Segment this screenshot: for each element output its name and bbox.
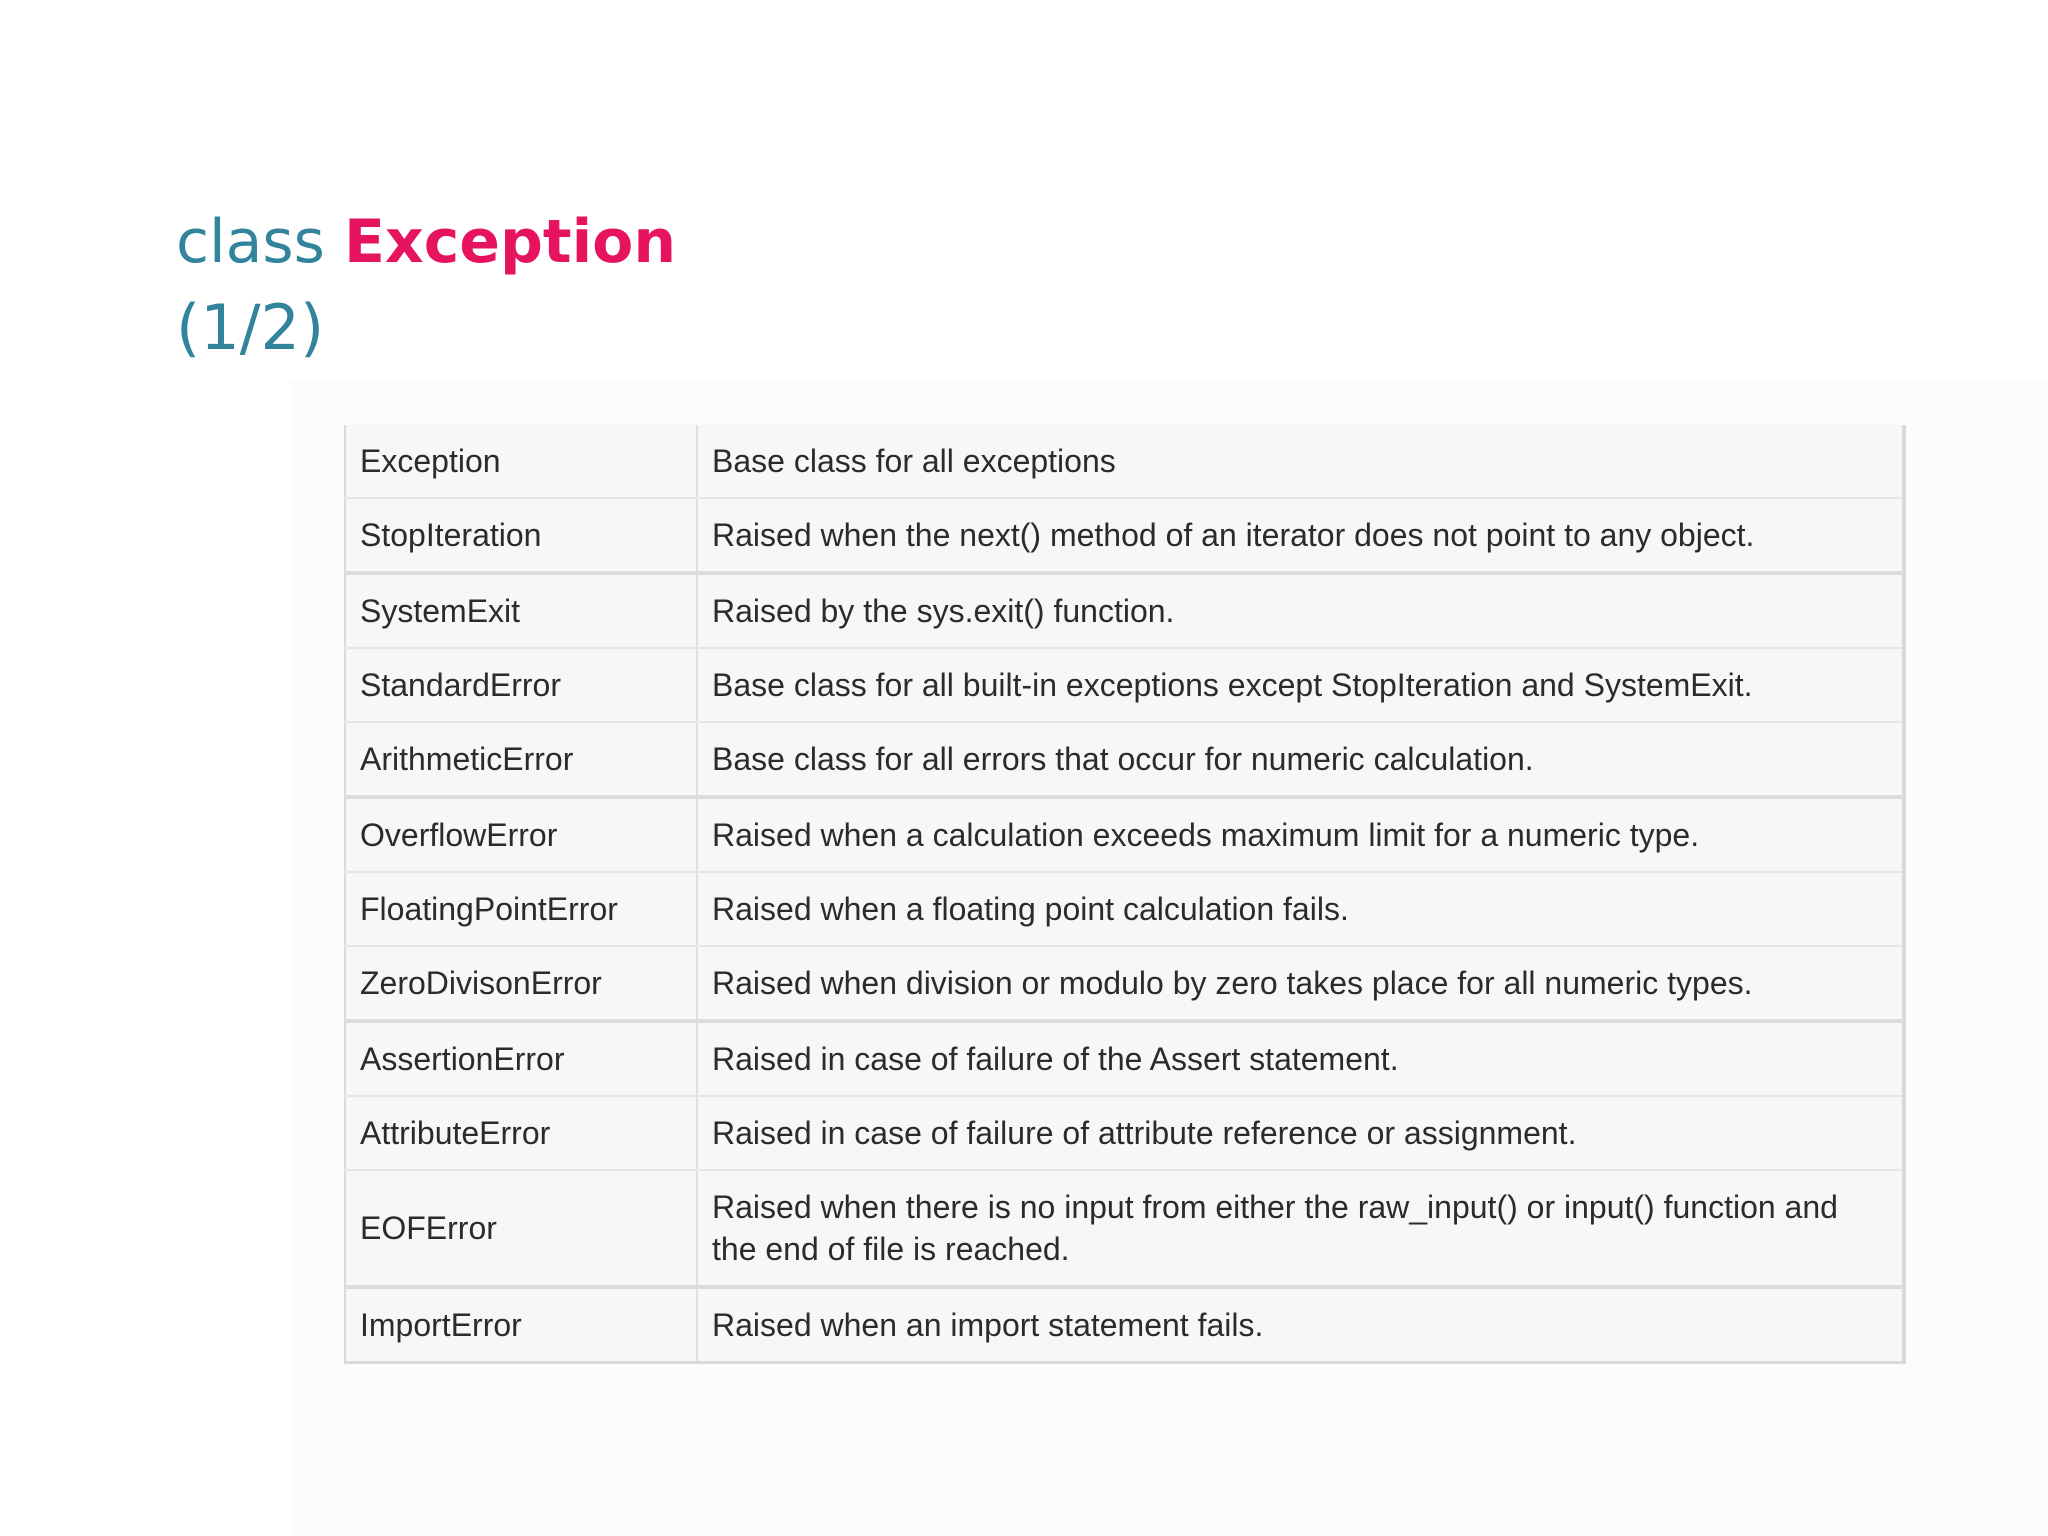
exception-name-cell: StandardError: [345, 648, 697, 722]
exception-name-cell: AttributeError: [345, 1096, 697, 1170]
exception-description-cell: Raised in case of failure of attribute reference or assignment.: [697, 1096, 1904, 1170]
exception-name-cell: SystemExit: [345, 573, 697, 648]
table-row: [345, 946, 1904, 1021]
table-row: [345, 1096, 1904, 1170]
exception-name-cell: AssertionError: [345, 1021, 697, 1096]
table-row: [345, 1170, 1904, 1287]
table-row: [345, 573, 1904, 648]
title-class-name: Exception: [344, 207, 677, 277]
exception-name-cell: ZeroDivisonError: [345, 946, 697, 1021]
exception-name-cell: Exception: [345, 425, 697, 498]
table-row: [345, 1287, 1904, 1363]
exception-description-cell: Raised when a calculation exceeds maximum limit for a numeric type.: [697, 797, 1904, 872]
table-row: [345, 498, 1904, 573]
exception-name-cell: EOFError: [345, 1170, 697, 1287]
exception-description-cell: Base class for all exceptions: [697, 425, 1904, 498]
exception-name-cell: ArithmeticError: [345, 722, 697, 797]
exception-name-cell: FloatingPointError: [345, 872, 697, 946]
table-row: [345, 648, 1904, 722]
exception-name-cell: StopIteration: [345, 498, 697, 573]
exception-description-cell: Raised when division or modulo by zero takes place for all numeric types.: [697, 946, 1904, 1021]
table-row: [345, 1021, 1904, 1096]
exception-description-cell: Raised when there is no input from either the raw_input() or input() function and the end of file is reached.: [697, 1170, 1904, 1287]
exception-description-cell: Raised in case of failure of the Assert statement.: [697, 1021, 1904, 1096]
table-row: [345, 722, 1904, 797]
table-row: [345, 872, 1904, 946]
slide-title: [176, 200, 676, 370]
exception-description-cell: Raised when an import statement fails.: [697, 1287, 1904, 1363]
exception-name-cell: ImportError: [345, 1287, 697, 1363]
exception-description-cell: Base class for all built-in exceptions except StopIteration and SystemExit.: [697, 648, 1904, 722]
table-row: [345, 797, 1904, 872]
exception-description-cell: Raised when a floating point calculation fails.: [697, 872, 1904, 946]
exception-name-cell: OverflowError: [345, 797, 697, 872]
exception-description-cell: Base class for all errors that occur for numeric calculation.: [697, 722, 1904, 797]
title-keyword: class: [176, 207, 325, 277]
exception-table: [344, 425, 1906, 1364]
exception-description-cell: Raised by the sys.exit() function.: [697, 573, 1904, 648]
exception-description-cell: Raised when the next() method of an iterator does not point to any object.: [697, 498, 1904, 573]
table-row: [345, 425, 1904, 498]
title-part-indicator: (1/2): [176, 291, 325, 364]
